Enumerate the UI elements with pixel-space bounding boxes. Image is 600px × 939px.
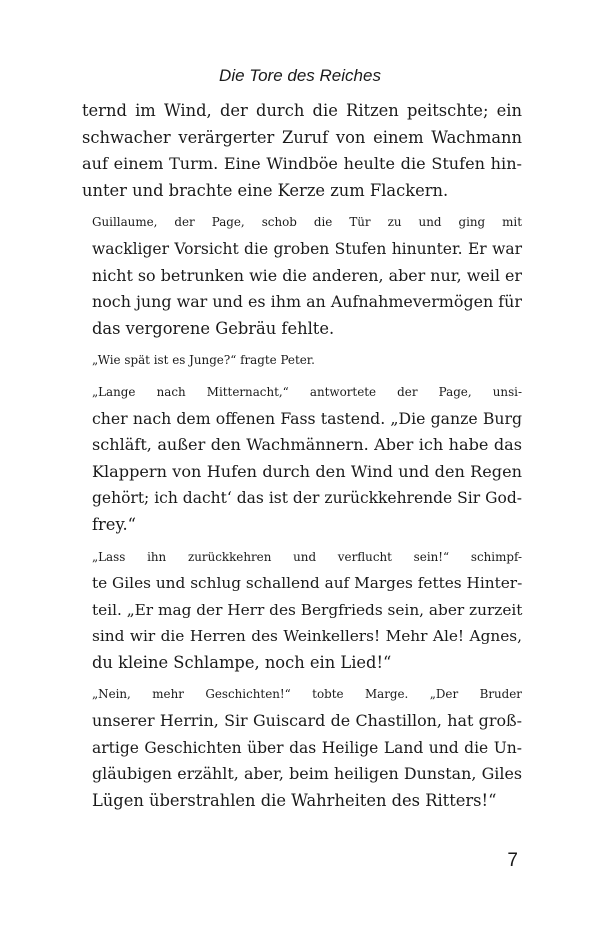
text-line: gehört; ich dacht‘ das ist der zurückkehrende Sir God- bbox=[92, 489, 522, 508]
text-line: „Wie spät ist es Junge?“ fragte Peter. bbox=[92, 353, 315, 368]
paragraph bbox=[82, 347, 522, 374]
paragraph bbox=[82, 379, 522, 539]
paragraph bbox=[82, 544, 522, 677]
text-line: unserer Herrin, Sir Guiscard de Chastillon, hat groß- bbox=[92, 711, 522, 731]
text-line: frey.“ bbox=[92, 514, 136, 534]
running-head: Die Tore des Reiches bbox=[219, 66, 381, 85]
text-line: sind wir die Herren des Weinkellers! Mehr Ale! Agnes, bbox=[92, 627, 522, 646]
text-line: schwacher verärgerter Zuruf von einem Wachmann bbox=[82, 127, 522, 147]
text-line: gläubigen erzählt, aber, beim heiligen Dunstan, Giles bbox=[92, 764, 522, 784]
text-line: Guillaume, der Page, schob die Tür zu und ging mit bbox=[92, 215, 522, 230]
text-line: „Nein, mehr Geschichten!“ tobte Marge. „Der Bruder bbox=[92, 687, 522, 702]
text-line: Klappern von Hufen durch den Wind und den Regen bbox=[92, 461, 522, 481]
paragraph bbox=[82, 681, 522, 814]
text-line: „Lange nach Mitternacht,“ antwortete der Page, unsi- bbox=[92, 384, 522, 399]
text-line: „Lass ihn zurückkehren und verflucht sein!“ schimpf- bbox=[92, 549, 522, 564]
text-line: ternd im Wind, der durch die Ritzen peitschte; ein bbox=[82, 101, 522, 120]
body-text bbox=[82, 98, 522, 819]
text-line: teil. „Er mag der Herr des Bergfrieds sein, aber zurzeit bbox=[92, 600, 523, 619]
text-line: te Giles und schlug schallend auf Marges fettes Hinter- bbox=[92, 574, 523, 593]
text-line: unter und brachte eine Kerze zum Flackern. bbox=[82, 180, 449, 200]
text-line: auf einem Turm. Eine Windböe heulte die Stufen hin- bbox=[82, 154, 522, 174]
text-line: wackliger Vorsicht die groben Stufen hinunter. Er war bbox=[92, 239, 522, 258]
text-line: Lügen überstrahlen die Wahrheiten des Ritters!“ bbox=[92, 790, 497, 810]
text-line: noch jung war und es ihm an Aufnahmevermögen für bbox=[92, 292, 523, 312]
text-line: das vergorene Gebräu fehlte. bbox=[92, 318, 335, 338]
page-number: 7 bbox=[507, 850, 518, 871]
text-line: cher nach dem offenen Fass tastend. „Die ganze Burg bbox=[92, 408, 522, 428]
text-line: du kleine Schlampe, noch ein Lied!“ bbox=[92, 652, 392, 672]
paragraph bbox=[82, 98, 522, 204]
text-line: artige Geschichten über das Heilige Land und die Un- bbox=[92, 738, 522, 757]
text-line: schläft, außer den Wachmännern. Aber ich habe das bbox=[92, 435, 522, 455]
text-line: nicht so betrunken wie die anderen, aber nur, weil er bbox=[92, 265, 522, 285]
paragraph bbox=[82, 209, 522, 342]
